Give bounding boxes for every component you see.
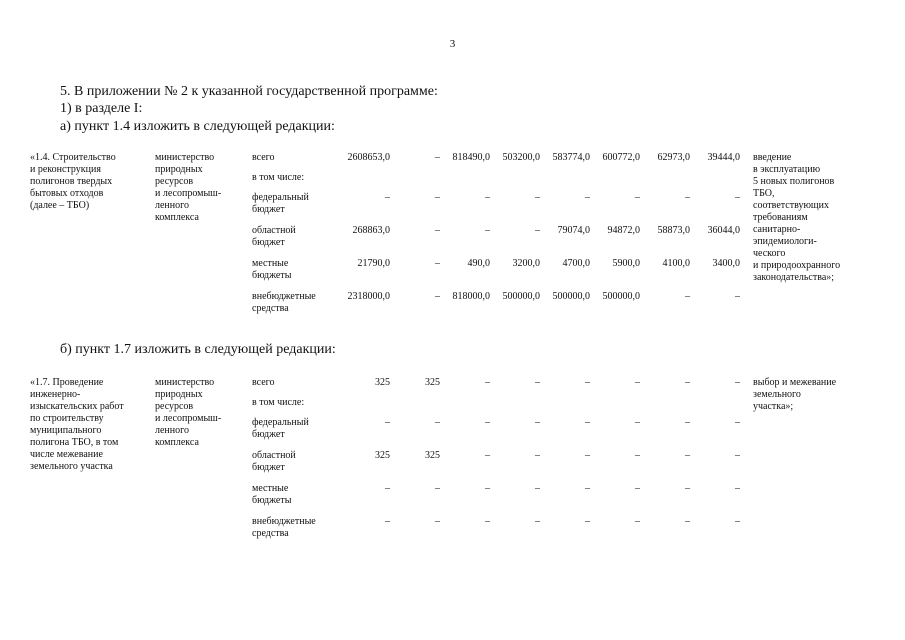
funding-value: 600772,0 <box>602 152 640 163</box>
item-result: введение в эксплуатацию 5 новых полигонов ТБО, соответствующих требованиям санитарно- эпидемиологи- ческого и природоохранного законодательства»; <box>753 152 841 283</box>
funding-value: – <box>635 417 640 428</box>
funding-value: 490,0 <box>467 258 490 269</box>
funding-source: местные бюджеты <box>252 483 292 506</box>
funding-value: – <box>735 417 740 428</box>
funding-value: 325 <box>425 450 440 461</box>
funding-value: 58873,0 <box>657 225 690 236</box>
item-executor: министерство природных ресурсов и лесопромыш- ленного комплекса <box>155 152 222 223</box>
funding-value: – <box>585 516 590 527</box>
funding-value: – <box>535 417 540 428</box>
funding-value: – <box>535 192 540 203</box>
funding-value: – <box>635 377 640 388</box>
funding-value: 325 <box>425 377 440 388</box>
funding-value: – <box>735 291 740 302</box>
funding-value: 39444,0 <box>707 152 740 163</box>
funding-value: – <box>685 291 690 302</box>
item-1-4-block <box>30 152 870 322</box>
funding-value: – <box>685 417 690 428</box>
funding-source: в том числе: <box>252 172 305 183</box>
funding-value: – <box>735 483 740 494</box>
funding-source: всего <box>252 152 275 163</box>
funding-value: 583774,0 <box>552 152 590 163</box>
funding-value: – <box>735 377 740 388</box>
page-number: 3 <box>449 38 456 50</box>
funding-source: областной бюджет <box>252 450 296 473</box>
funding-source: федеральный бюджет <box>252 192 309 215</box>
funding-value: – <box>685 377 690 388</box>
funding-value: – <box>485 225 490 236</box>
funding-value: 500000,0 <box>502 291 540 302</box>
funding-value: – <box>635 483 640 494</box>
item-executor: министерство природных ресурсов и лесопромыш- ленного комплекса <box>155 377 222 448</box>
funding-value: – <box>685 516 690 527</box>
funding-value: 325 <box>375 377 390 388</box>
funding-value: – <box>485 516 490 527</box>
funding-value: – <box>635 450 640 461</box>
funding-value: – <box>435 516 440 527</box>
funding-value: 5900,0 <box>612 258 640 269</box>
funding-value: – <box>585 377 590 388</box>
funding-value: – <box>435 192 440 203</box>
funding-value: 818000,0 <box>452 291 490 302</box>
item-1-7-block <box>30 377 870 547</box>
funding-value: – <box>485 192 490 203</box>
funding-source: внебюджетные средства <box>252 291 316 314</box>
funding-value: 4700,0 <box>562 258 590 269</box>
funding-value: 500000,0 <box>552 291 590 302</box>
funding-value: – <box>435 291 440 302</box>
funding-source: местные бюджеты <box>252 258 292 281</box>
item-1-4-heading: а) пункт 1.4 изложить в следующей редакции: <box>60 119 335 134</box>
funding-value: 3400,0 <box>712 258 740 269</box>
item-description: «1.7. Проведение инженерно- изыскательских работ по строительству муниципального полигона ТБО, в том числе межевание земельного участка <box>30 377 124 472</box>
funding-value: – <box>685 450 690 461</box>
funding-value: – <box>435 152 440 163</box>
funding-value: – <box>535 225 540 236</box>
funding-value: 3200,0 <box>512 258 540 269</box>
funding-source: внебюджетные средства <box>252 516 316 539</box>
funding-value: 268863,0 <box>352 225 390 236</box>
funding-value: – <box>535 516 540 527</box>
funding-source: в том числе: <box>252 397 305 408</box>
funding-value: – <box>535 450 540 461</box>
funding-value: 2608653,0 <box>347 152 390 163</box>
subsection-heading: 1) в разделе I: <box>60 101 143 116</box>
funding-value: – <box>585 450 590 461</box>
funding-value: – <box>385 417 390 428</box>
funding-value: 36044,0 <box>707 225 740 236</box>
funding-value: – <box>435 483 440 494</box>
funding-value: 62973,0 <box>657 152 690 163</box>
funding-value: 500000,0 <box>602 291 640 302</box>
funding-value: – <box>485 483 490 494</box>
funding-value: – <box>685 192 690 203</box>
item-1-7-heading: б) пункт 1.7 изложить в следующей редакции: <box>60 342 336 357</box>
funding-value: – <box>485 450 490 461</box>
funding-value: – <box>485 417 490 428</box>
funding-value: 2318000,0 <box>347 291 390 302</box>
funding-value: 21790,0 <box>357 258 390 269</box>
funding-value: – <box>635 192 640 203</box>
funding-source: всего <box>252 377 275 388</box>
funding-value: – <box>485 377 490 388</box>
funding-value: – <box>585 192 590 203</box>
funding-value: 325 <box>375 450 390 461</box>
funding-value: 94872,0 <box>607 225 640 236</box>
funding-value: – <box>385 516 390 527</box>
funding-value: – <box>385 483 390 494</box>
item-description: «1.4. Строительство и реконструкция полигонов твердых бытовых отходов (далее – ТБО) <box>30 152 116 211</box>
funding-source: областной бюджет <box>252 225 296 248</box>
funding-value: – <box>735 192 740 203</box>
funding-value: – <box>735 450 740 461</box>
funding-value: – <box>535 483 540 494</box>
item-result: выбор и межевание земельного участка»; <box>753 377 837 412</box>
funding-value: 4100,0 <box>662 258 690 269</box>
funding-value: – <box>435 258 440 269</box>
funding-value: 503200,0 <box>502 152 540 163</box>
funding-value: – <box>735 516 740 527</box>
funding-value: – <box>585 483 590 494</box>
funding-value: – <box>435 417 440 428</box>
funding-value: – <box>535 377 540 388</box>
funding-value: – <box>585 417 590 428</box>
funding-value: 79074,0 <box>557 225 590 236</box>
funding-value: 818490,0 <box>452 152 490 163</box>
funding-value: – <box>635 516 640 527</box>
section-heading: 5. В приложении № 2 к указанной государственной программе: <box>60 84 438 99</box>
funding-value: – <box>685 483 690 494</box>
funding-source: федеральный бюджет <box>252 417 309 440</box>
funding-value: – <box>385 192 390 203</box>
funding-value: – <box>435 225 440 236</box>
